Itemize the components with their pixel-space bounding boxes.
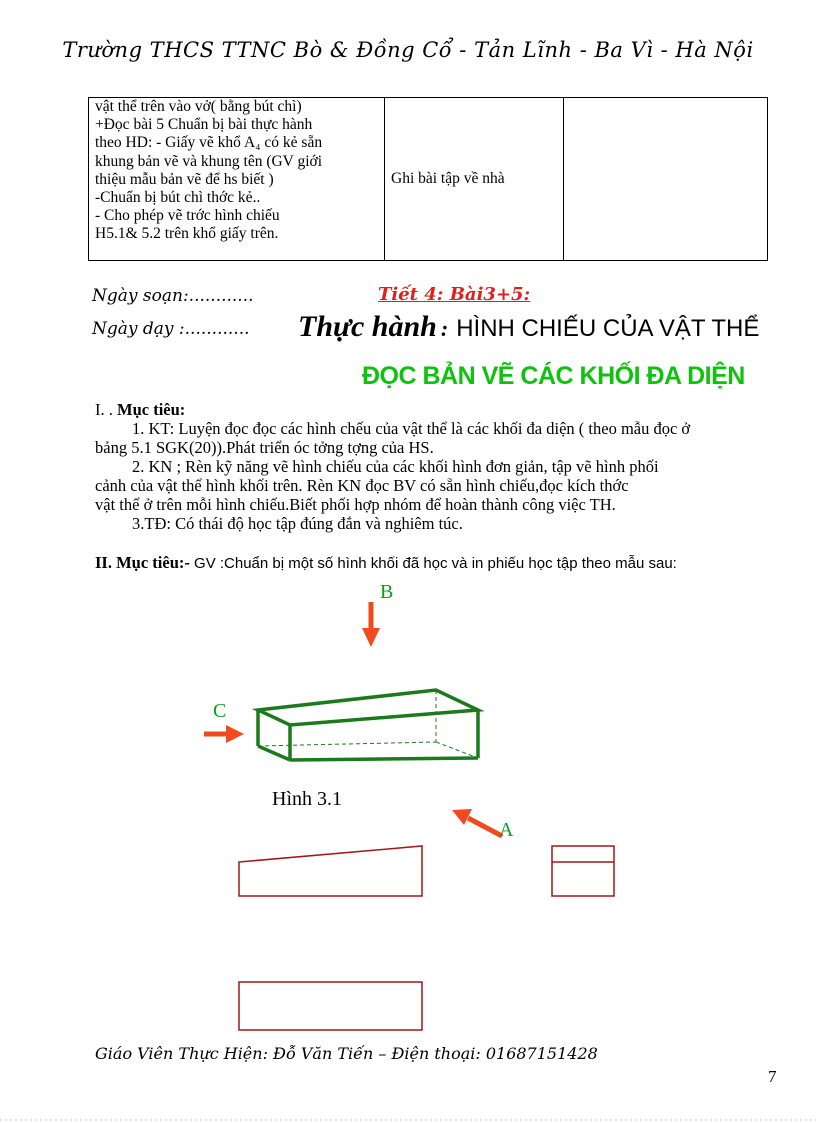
homework-line: -Chuẩn bị bút chì thớc kẻ.. — [95, 189, 261, 207]
footer-teacher: Giáo Viên Thực Hiện: Đỗ Văn Tiến – Điện thoại: 01687151428 — [95, 1044, 598, 1063]
objective-item: cảnh của vật thể hình khối trên. Rèn KN đọc BV có sẵn hình chiếu,đọc kích thớc — [95, 476, 629, 495]
label-c: C — [213, 700, 227, 722]
homework-line: H5.1& 5.2 trên khổ giấy trên. — [95, 225, 279, 243]
preparation-heading: II. Mục tiêu:- — [95, 553, 190, 572]
side-view — [552, 846, 614, 896]
lesson-number: Tiết 4: Bài3+5: — [378, 284, 531, 305]
homework-line: thiệu mẫu bản vẽ để hs biết ) — [95, 170, 274, 188]
student-activity-cell: Ghi bài tập về nhà — [385, 98, 564, 261]
arrow-a — [452, 809, 502, 836]
objective-item: bảng 5.1 SGK(20)).Phát triển óc tởng tợng của HS. — [95, 438, 434, 457]
title-line-2: ĐỌC BẢN VẼ CÁC KHỐI ĐA DIỆN — [362, 362, 745, 390]
front-view — [239, 846, 422, 896]
arrow-b — [362, 602, 380, 647]
title-practice: Thực hành — [298, 310, 437, 343]
homework-line: theo HD: - Giấy vẽ khổ A₄ có kẻ sẵn — [95, 134, 323, 152]
objectives-heading: I. . Mục tiêu: — [95, 400, 186, 419]
preparation-text: GV :Chuẩn bị một số hình khối đã học và in phiếu học tập theo mẫu sau: — [189, 555, 677, 572]
ngay-day: Ngày dạy :............ — [92, 319, 250, 339]
page-header: Trường THCS TTNC Bò & Đồng Cổ - Tản Lĩnh - Ba Vì - Hà Nội — [62, 38, 754, 62]
objective-item: 1. KT: Luyện đọc đọc các hình chếu của vật thể là các khối đa diện ( theo mẫu đọc ở — [132, 419, 691, 438]
top-view — [239, 982, 422, 1030]
objective-item: 3.TĐ: Có thái độ học tập đúng đắn và nghiêm túc. — [132, 514, 463, 533]
label-b: B — [380, 581, 394, 603]
ngay-soan: Ngày soạn:............ — [92, 286, 254, 306]
arrow-c — [204, 725, 244, 743]
label-a: A — [499, 819, 514, 841]
page-number: 7 — [768, 1067, 777, 1086]
title-main: HÌNH CHIẾU CỦA VẬT THỂ — [456, 315, 760, 342]
prism-3d — [258, 690, 478, 760]
homework-line: +Đọc bài 5 Chuẩn bị bài thực hành — [95, 116, 313, 134]
title-colon: : — [440, 316, 449, 341]
figure-caption: Hình 3.1 — [272, 788, 342, 810]
objective-item: vật thể ở trên mỗi hình chiếu.Biết phối hợp nhóm để hoàn thành công việc TH. — [95, 495, 616, 514]
homework-line: vật thể trên vào vở( bằng bút chì) — [95, 98, 302, 115]
objective-item: 2. KN ; Rèn kỹ năng vẽ hình chiếu của các khối hình đơn giản, tập vẽ hình phối — [132, 457, 659, 476]
homework-line: - Cho phép vẽ trớc hình chiếu — [95, 207, 280, 225]
homework-line: khung bản vẽ và khung tên (GV giới — [95, 152, 323, 170]
